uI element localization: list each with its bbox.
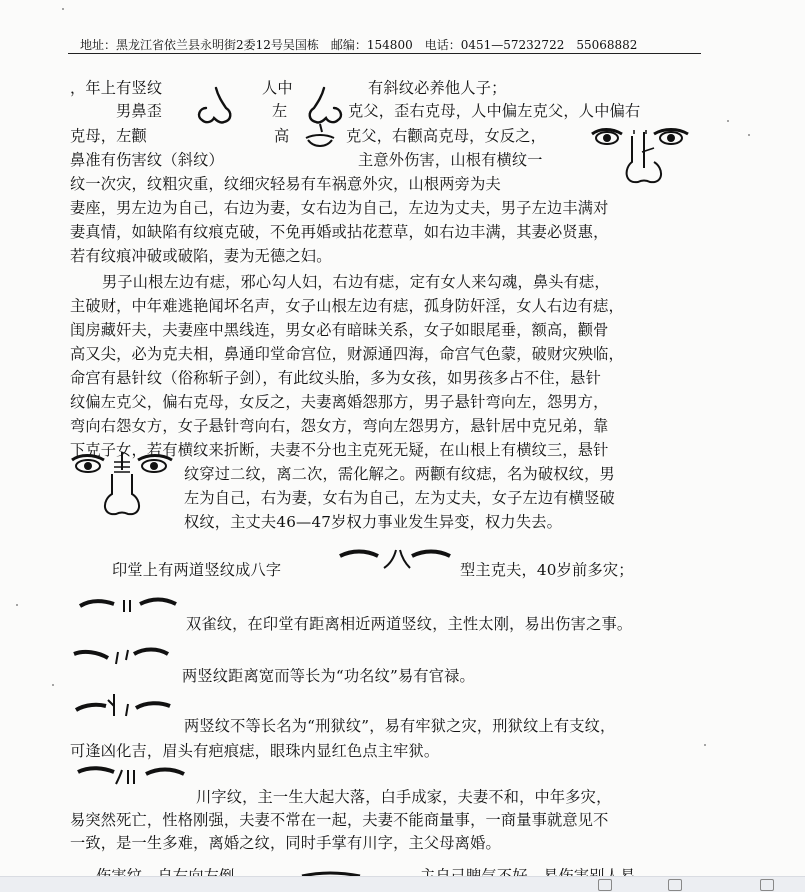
- crooked-nose-right-illustration: [302, 84, 348, 126]
- text-line: 闺房藏奸夫，夫妻座中黑线连，男女必有暗昧关系，女子如眼尾垂，额高，颧骨: [70, 321, 609, 339]
- text-line: 型主克夫，40岁前多灾；: [460, 561, 634, 579]
- scan-speck: [16, 604, 18, 606]
- text-line: 高又尖，必为克夫相，鼻通印堂命宫位，财源通四海，命宫气色蒙，破财灾殃临，: [70, 345, 624, 363]
- text-line: 男子山根左边有痣，邪心勾人妇，右边有痣，定有女人来勾魂，鼻头有痣，: [102, 273, 610, 291]
- text-line: 若有纹痕冲破或破陷，妻为无德之妇。: [70, 247, 332, 265]
- text-line: 双雀纹，在印堂有距离相近两道竖纹，主性太刚，易出伤害之事。: [186, 615, 633, 633]
- scan-speck: [704, 744, 706, 746]
- text-line: 弯向右怨女方，女子悬针弯向右，怨女方，弯向左怨男方，悬针居中克兄弟，靠: [70, 417, 609, 435]
- face-nose-scar-illustration: [588, 122, 692, 190]
- text-line: 男鼻歪: [116, 102, 163, 120]
- scan-speck: [52, 684, 54, 686]
- page-header-address: 地址：黑龙江省依兰县永明街2委12号吴国栋 邮编：154800 电话：0451—57232722 55068882: [80, 38, 638, 52]
- text-line: 权纹，主丈夫46—47岁权力事业发生异变，权力失去。: [184, 513, 562, 531]
- text-line: 鼻准有伤害纹（斜纹）: [70, 151, 224, 169]
- text-line: 左: [272, 102, 288, 120]
- scan-speck: [748, 134, 750, 136]
- eight-shape-brow-lines-illustration: [338, 546, 452, 572]
- text-line: 川字纹，主一生大起大落，白手成家，夫妻不和，中年多灾，: [196, 788, 612, 806]
- page-view-icon[interactable]: [598, 879, 612, 891]
- text-line: 有斜纹必养他人子；: [368, 79, 507, 97]
- philtrum-mouth-illustration: [300, 122, 340, 152]
- text-line: 一致，是一生多难，离婚之纹，同时手掌有川字，主父母离婚。: [70, 834, 501, 852]
- text-line: ，年上有竖纹: [70, 79, 163, 97]
- text-line: 易突然死亡，性格刚强，夫妻不常在一起，夫妻不能商量事，一商量事就意见不: [70, 811, 609, 829]
- twin-sparrow-brow-lines-illustration: [78, 596, 178, 618]
- face-cheek-marks-illustration: [68, 450, 176, 522]
- header-rule: [68, 53, 701, 54]
- text-line: 人中: [262, 79, 293, 97]
- text-line: 纹偏左克父，偏右克母，女反之，夫妻离婚怨那方，男子悬针弯向左，怨男方，: [70, 393, 609, 411]
- merit-brow-lines-illustration: [72, 646, 172, 668]
- text-line: 主意外伤害，山根有横纹一: [358, 151, 543, 169]
- text-line: 克母，左颧: [70, 127, 147, 145]
- prison-brow-lines-illustration: [74, 692, 174, 722]
- viewer-toolbar: [0, 876, 805, 892]
- scan-speck: [62, 8, 64, 10]
- two-page-view-icon[interactable]: [668, 879, 682, 891]
- text-line: 纹一次灾，纹粗灾重，纹细灾轻易有车祸意外灾，山根两旁为夫: [70, 175, 501, 193]
- text-line: 两竖纹不等长名为“刑狱纹”，易有牢狱之灾，刑狱纹上有支纹，: [184, 717, 616, 735]
- text-line: 纹穿过二纹，离二次，需化解之。两颧有纹痣，名为破权纹，男: [184, 465, 615, 483]
- text-line: 克父，歪右克母，人中偏左克父，人中偏右: [348, 102, 641, 120]
- text-line: 印堂上有两道竖纹成八字: [112, 561, 282, 579]
- scan-speck: [727, 120, 729, 122]
- text-line: 高: [274, 127, 290, 145]
- text-line: 两竖纹距离宽而等长为“功名纹”易有官禄。: [182, 667, 475, 685]
- crooked-nose-left-illustration: [192, 84, 238, 126]
- fit-width-icon[interactable]: [760, 879, 774, 891]
- text-line: 左为自己，右为妻，女右为自己，左为丈夫，女子左边有横竖破: [184, 489, 615, 507]
- text-line: 妻真情，如缺陷有纹痕克破，不免再婚或拈花惹草，如右边丰满，其妻必贤惠，: [70, 223, 609, 241]
- text-line: 命宫有悬针纹（俗称斩子剑），有此纹头胎，多为女孩，如男孩多占不住，悬针: [70, 369, 601, 387]
- text-line: 下克子女，若有横纹来折断，夫妻不分也主克死无疑，在山根上有横纹三，悬针: [70, 441, 609, 459]
- chuan-character-brow-lines-illustration: [76, 764, 188, 788]
- text-line: 克父，右颧高克母，女反之，: [346, 127, 547, 145]
- text-line: 可逢凶化吉，眉头有疤痕痣，眼珠内显红色点主牢狱。: [70, 742, 440, 760]
- text-line: 妻座，男左边为自己，右边为妻，女右边为自己，左边为丈夫，男子左边丰满对: [70, 199, 609, 217]
- text-line: 主破财，中年难逃艳闻坏名声，女子山根左边有痣，孤身防奸淫，女人右边有痣，: [70, 297, 624, 315]
